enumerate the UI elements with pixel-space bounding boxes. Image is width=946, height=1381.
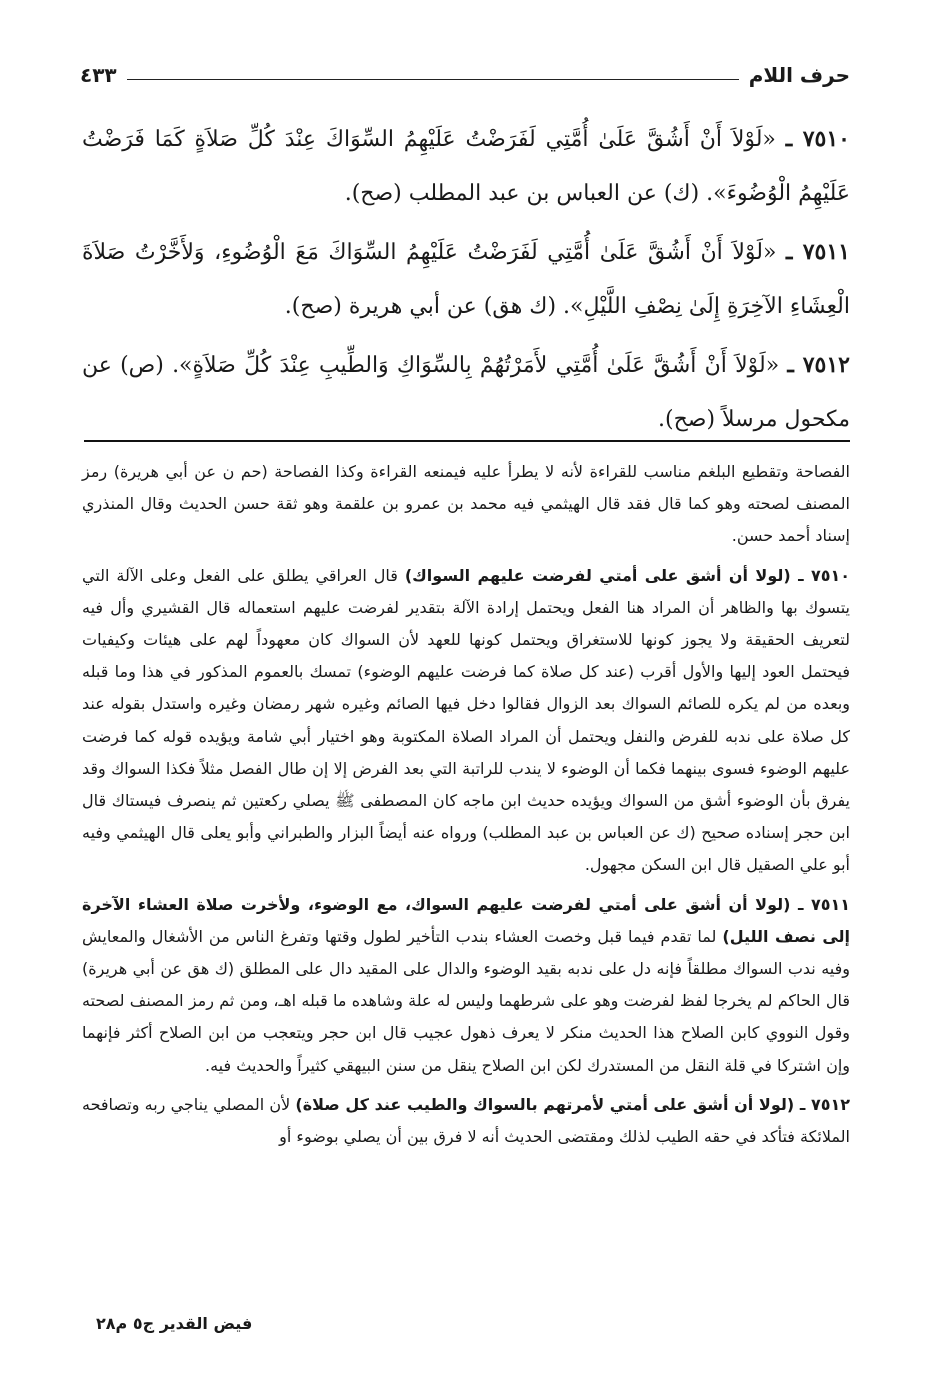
commentary-text: لأن المصلي يناجي ربه وتصافحه الملائكة فتأكد في حقه الطيب لذلك ومقتضى الحديث أنه لا فرق بين أن يصلي بوضوء أو (82, 1094, 850, 1147)
commentary-paragraph (82, 560, 850, 882)
hadith-number: ٧٥١٢ ـ (787, 352, 850, 378)
hadith-text: «لَوْلاَ أَنْ أَشُقَّ عَلَىٰ أُمَّتِي لَفَرَضْتُ عَلَيْهِمُ السِّوَاكَ عِنْدَ كُلِّ صَلاَةٍ كَمَا فَرَضْتُ عَلَيْهِمُ الْوُضُوءَ». (ك) عن العباس بن عبد المطلب (صح). (82, 127, 850, 206)
commentary-text: الفصاحة وتقطيع البلغم مناسب للقراءة لأنه لا يطرأ عليه فيمنعه القراءة وكذا الفصاحة (حم ن عن أبي هريرة) رمز المصنف لصحته وهو كما قال فقد قال الهيثمي فيه محمد بن عمرو بن علقمة وهو ثقة حسن الحديث وقال المنذري إسناد أحمد حسن. (82, 462, 850, 546)
hadith-entry (82, 338, 850, 447)
commentary-paragraph (82, 1089, 850, 1153)
commentary-divider (84, 440, 850, 442)
chapter-title: حرف اللام (748, 63, 850, 87)
hadith-text: «لَوْلاَ أَنْ أَشُقَّ عَلَىٰ أُمَّتِي لأَمَرْتُهُمْ بِالسِّوَاكِ وَالطِّيبِ عِنْدَ كُلِّ صَلاَةٍ». (ص) عن مكحول مرسلاً (صح). (82, 353, 850, 432)
hadith-text: «لَوْلاَ أَنْ أَشُقَّ عَلَىٰ أُمَّتِي لَفَرَضْتُ عَلَيْهِمُ السِّوَاكَ مَعَ الْوُضُوءِ، وَلأَخَّرْتُ صَلاَةَ الْعِشَاءِ الآخِرَةِ إِلَىٰ نِصْفِ اللَّيْلِ». (ك هق) عن أبي هريرة (صح). (82, 240, 850, 319)
hadith-number: ٧٥١١ ـ (786, 239, 850, 265)
commentary-paragraph (82, 456, 850, 553)
signature-mark: فيض القدير ج٥ م٢٨ (96, 1314, 253, 1333)
commentary-lead: ٧٥١١ ـ (لولا أن أشق على أمتي لفرضت عليهم السواك، مع الوضوء، ولأخرت صلاة العشاء الآخرة إلى نصف الليل) (82, 894, 850, 946)
commentary-lead: ٧٥١٢ ـ (لولا أن أشق على أمتي لأمرتهم بالسواك والطيب عند كل صلاة) (295, 1094, 850, 1114)
running-header (80, 58, 850, 92)
hadith-number: ٧٥١٠ ـ (785, 126, 850, 152)
header-rule (127, 79, 739, 80)
commentary-section (82, 456, 850, 1160)
commentary-lead: ٧٥١٠ ـ (لولا أن أشق على أمتي لفرضت عليهم السواك) (404, 565, 850, 585)
page-number: ٤٣٣ (80, 63, 117, 87)
hadith-entry (82, 112, 850, 221)
hadith-entry (82, 225, 850, 334)
commentary-paragraph (82, 889, 850, 1082)
hadith-section (82, 112, 850, 451)
commentary-text: قال العراقي يطلق على الفعل وعلى الآلة التي يتسوك بها والظاهر أن المراد هنا الفعل ويحتمل إرادة الآلة بتقدير لفرضت عليهم استعماله قال القشيري وأل فيه لتعريف الحقيقة ولا يجوز كونها للاستغراق ويحتمل كونها للعهد لأن السواك كان معهوداً لهم على هيئات وكيفيات فيحتمل العود إليها والأول أقرب (عند كل صلاة كما فرضت عليهم الوضوء) تمسك بالعموم المذكور في هذا وما قبله وبعده من لم يكره للصائم السواك بعد الزوال فقالوا دخل فيها الصائم وغيره شهر رمضان وغيره واستدل بقوله عند كل صلاة على ندبه للفرض والنفل ويحتمل أن المراد الصلاة المكتوبة وهو اختيار أبي شامة ويؤيده قوله كما فرضت عليهم الوضوء فسوى بينهما فكما أن الوضوء لا يندب للراتبة التي بعد الفرض إلا إن طال الفصل مثلاً فكذا السواك وقد يفرق بأن الوضوء أشق من السواك ويؤيده حديث ابن ماجه كان المصطفى ﷺ يصلي ركعتين ثم ينصرف فيستاك قال ابن حجر إسناده صحيح (ك عن العباس بن عبد المطلب) ورواه عنه أيضاً البزار والطبراني وأبو يعلى قال الهيثمي وفيه أبو علي الصقيل قال ابن السكن مجهول. (82, 565, 850, 875)
commentary-text: لما تقدم فيما قبل وخصت العشاء بندب التأخير لطول وقتها وتفرغ الناس من الأشغال والمعايش وفيه ندب السواك مطلقاً فإنه دل على ندبه بقيد الوضوء والدال على المقيد دال على المطلق (ك هق عن أبي هريرة) قال الحاكم لم يخرجا لفظ لفرضت وهو على شرطهما وليس له علة وشاهده ما قبله اهـ، ومن ثم رمز المصنف لصحته وقول النووي كابن الصلاح هذا الحديث منكر لا يعرف ذهول عجيب قال ابن حجر ويتعجب من ابن الصلاح أكثر فإنهما وإن اشتركا في قلة النقل من المستدرك لكن ابن الصلاح ينقل من سنن البيهقي كثيراً والحديث فيه. (82, 926, 850, 1075)
